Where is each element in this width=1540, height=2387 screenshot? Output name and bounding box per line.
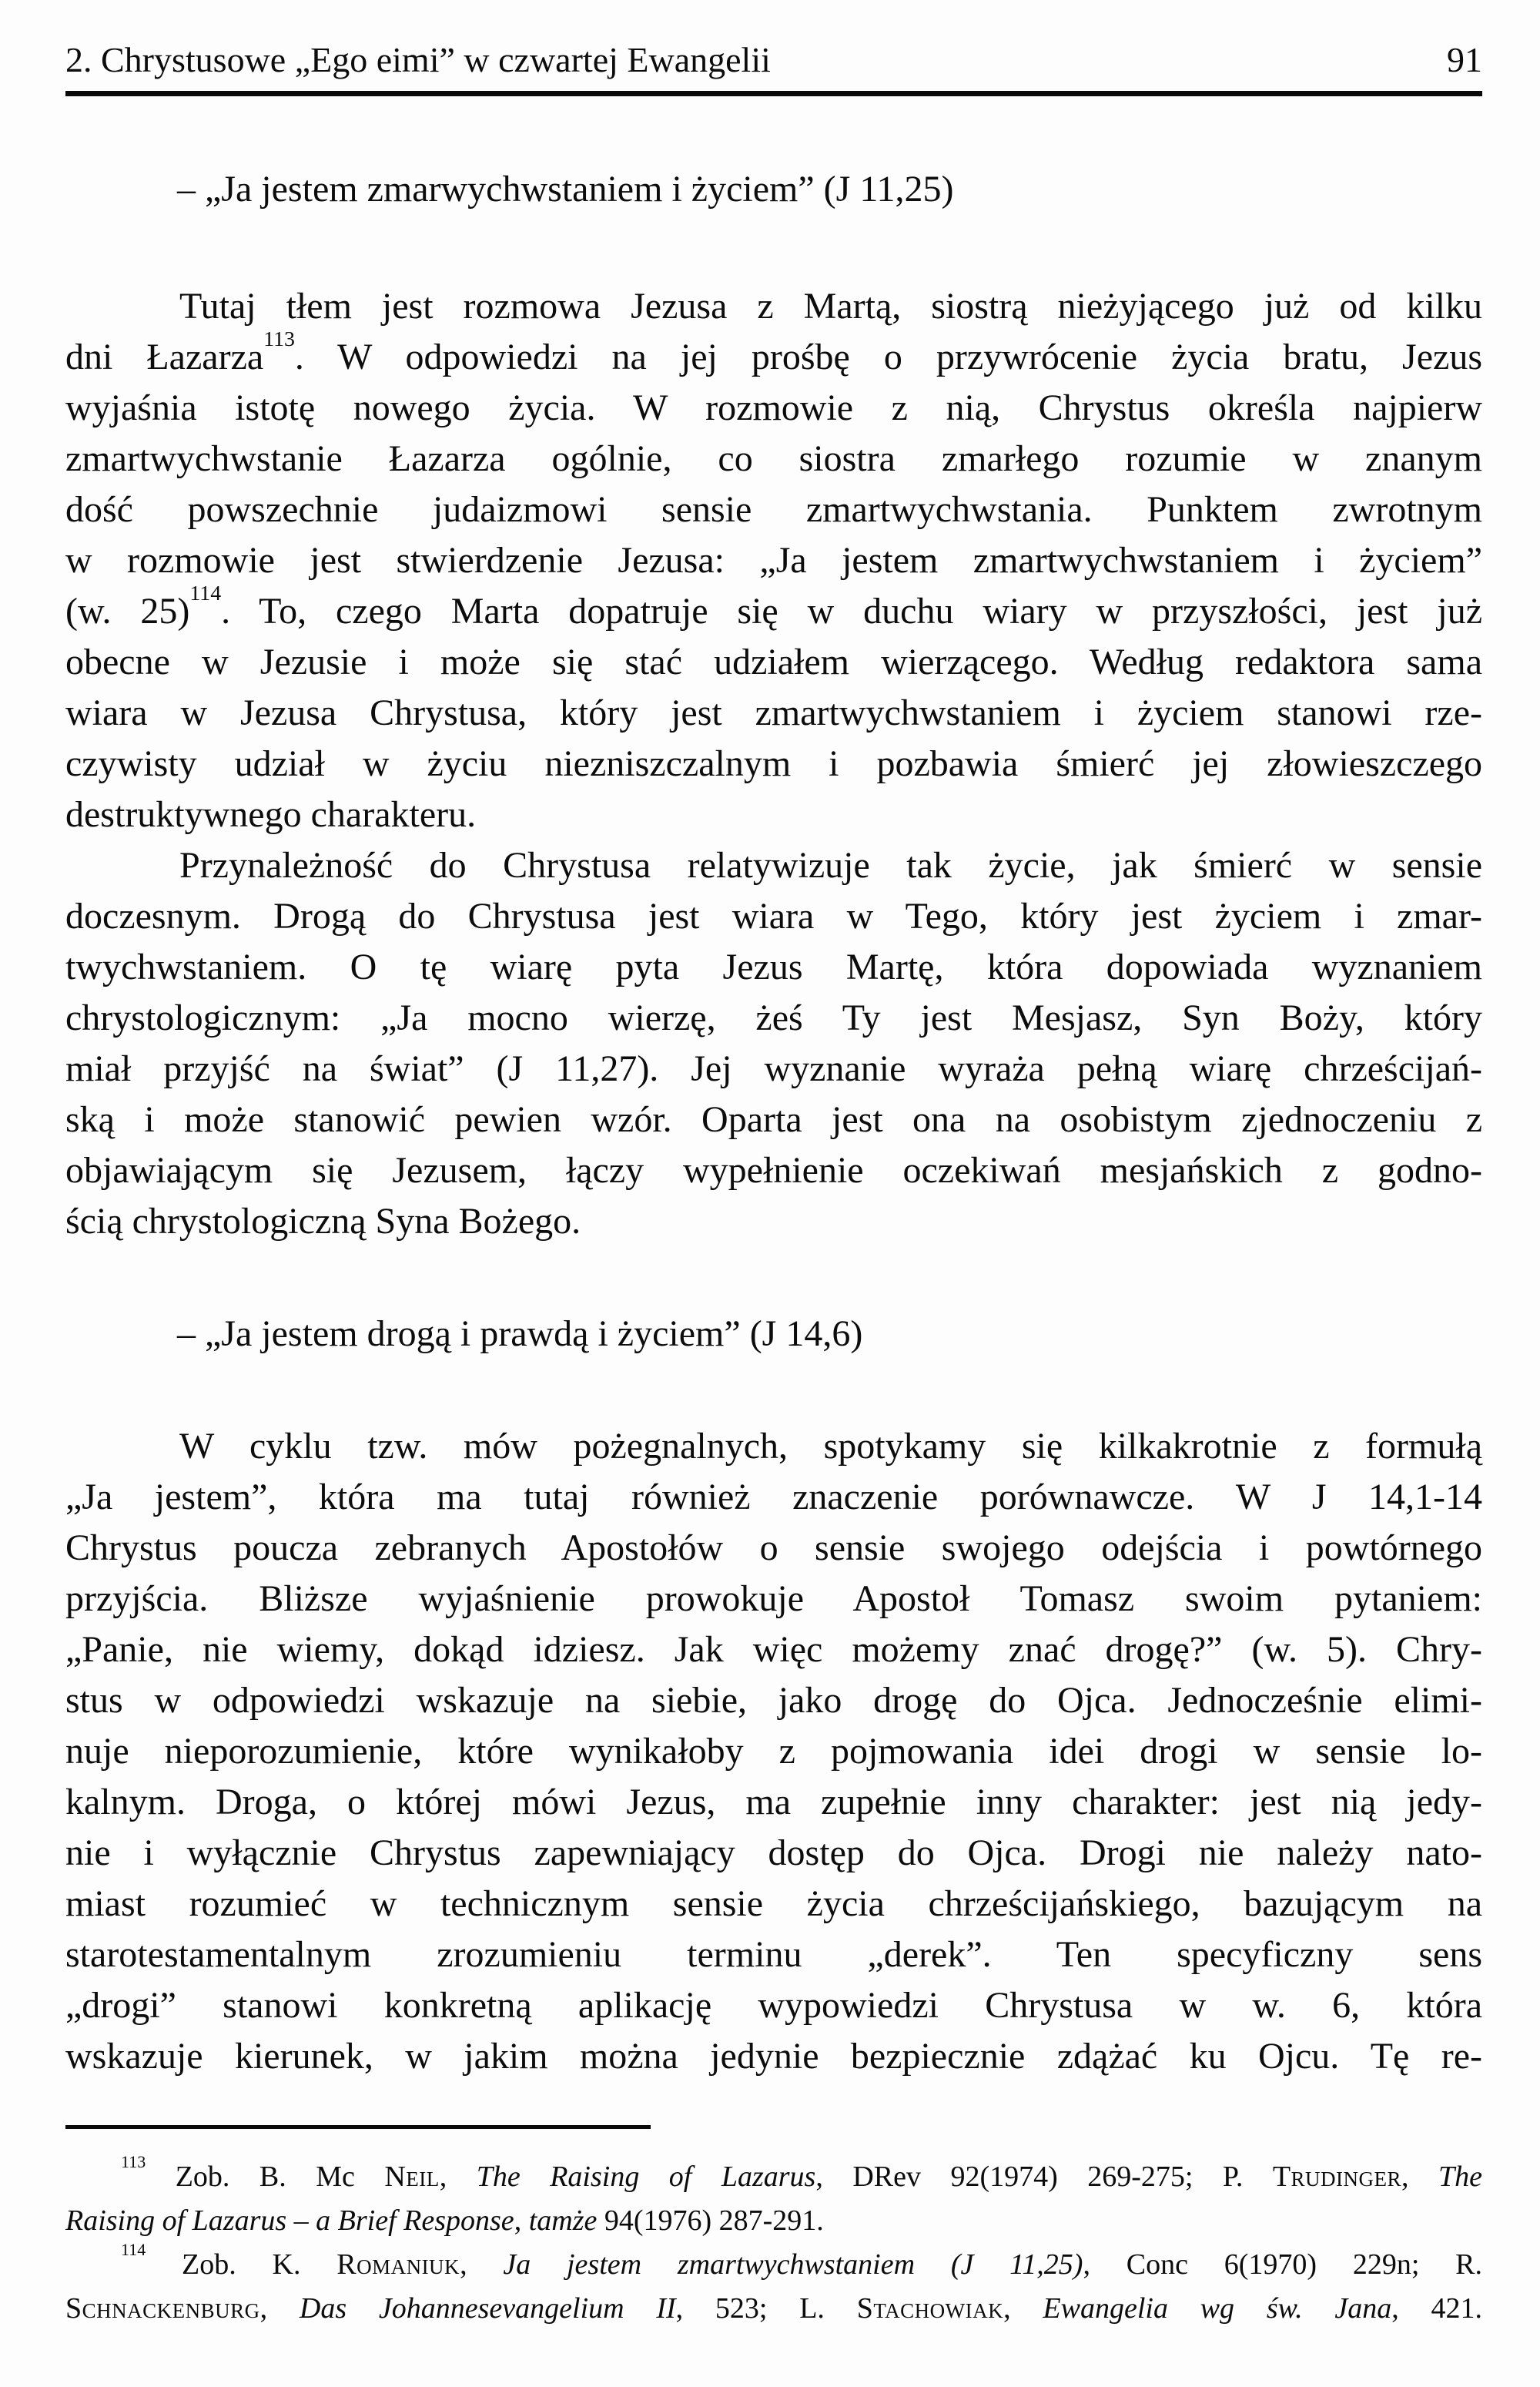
italic-text: Ja jestem zmartwychwstaniem (J 11,25) xyxy=(503,2248,1083,2281)
text-line: „drogi” stanowi konkretną aplikację wypowiedzi Chrystusa w w. 6, która xyxy=(65,1985,1482,2026)
text-line: zmartwychwstanie Łazarza ogólnie, co siostra zmarłego rozumie w znanym xyxy=(65,438,1482,479)
page-header xyxy=(65,39,1482,82)
text-line: W cyklu tzw. mów pożegnalnych, spotykamy się kilkakrotnie z formułą xyxy=(179,1426,1482,1467)
text-line: w rozmowie jest stwierdzenie Jezusa: „Ja jestem zmartwychwstaniem i życiem” xyxy=(65,540,1482,581)
text-line: miast rozumieć w technicznym sensie życia chrześcijańskiego, bazującym na xyxy=(65,1883,1482,1924)
paragraph-2 xyxy=(65,840,1482,1247)
italic-text: Das Johannesevangelium II xyxy=(299,2292,676,2325)
italic-text: The Raising of Lazarus xyxy=(476,2161,816,2193)
text-line: Przynależność do Chrystusa relatywizuje tak życie, jak śmierć w sensie xyxy=(179,845,1482,886)
footnote-ref: 114 xyxy=(189,581,222,605)
text-line: chrystologicznym: „Ja mocno wierzę, żeś Ty jest Mesjasz, Syn Boży, który xyxy=(65,997,1482,1038)
text-line: (w. 25)$^{114}$. To, czego Marta dopatruje się w duchu wiary w przyszłości, jest już xyxy=(65,581,1483,632)
small-caps-name: Stachowiak xyxy=(856,2292,1004,2325)
italic-text: tamże xyxy=(528,2204,598,2237)
text-line: wyjaśnia istotę nowego życia. W rozmowie z nią, Chrystus określa najpierw xyxy=(65,387,1482,428)
text-line: przyjścia. Bliższe wyjaśnienie prowokuje Apostoł Tomasz swoim pytaniem: xyxy=(65,1578,1482,1619)
footnote-114 xyxy=(65,2239,1483,2331)
small-caps-name: Trudinger xyxy=(1272,2161,1402,2193)
paragraph-3 xyxy=(65,1421,1482,2082)
footnote-ref: 113 xyxy=(263,327,295,351)
header-rule xyxy=(65,91,1482,96)
text-line: Tutaj tłem jest rozmowa Jezusa z Martą, siostrą nieżyjącego już od kilku xyxy=(179,286,1482,327)
text-line: Raising of Lazarus – a Brief Response, tamże 94(1976) 287-291. xyxy=(65,2204,824,2237)
text-line: doczesnym. Drogą do Chrystusa jest wiara w Tego, który jest życiem i zmar- xyxy=(65,896,1482,937)
footnote-ref: 113 xyxy=(121,2151,146,2171)
text-line: stus w odpowiedzi wskazuje na siebie, jako drogę do Ojca. Jednocześnie elimi- xyxy=(65,1680,1482,1721)
small-caps-name: Neil xyxy=(384,2161,440,2193)
text-line: Schnackenburg, Das Johannesevangelium II, 523; L. Stachowiak, Ewangelia wg św. Jana, 421. xyxy=(65,2292,1483,2325)
section-subtitle-way-truth-life: – „Ja jestem drogą i prawdą i życiem” (J 14,6) xyxy=(177,1313,863,1354)
section-subtitle-resurrection: – „Ja jestem zmarwychwstaniem i życiem” (J 11,25) xyxy=(177,169,954,210)
text-line: twychwstaniem. O tę wiarę pyta Jezus Martę, która dopowiada wyznaniem xyxy=(65,947,1482,987)
text-line: Chrystus poucza zebranych Apostołów o sensie swojego odejścia i powtórnego xyxy=(65,1527,1482,1568)
text-line: kalnym. Droga, o której mówi Jezus, ma zupełnie inny charakter: jest nią jedy- xyxy=(65,1782,1482,1822)
small-caps-name: Romaniuk xyxy=(336,2248,460,2281)
page-content xyxy=(65,0,1482,2331)
text-line: „Ja jestem”, która ma tutaj również znaczenie porównawcze. W J 14,1-14 xyxy=(65,1477,1482,1517)
italic-text: The xyxy=(1438,2161,1483,2193)
text-line: objawiającym się Jezusem, łączy wypełnienie oczekiwań mesjańskich z godno- xyxy=(65,1150,1482,1191)
text-line: dość powszechnie judaizmowi sensie zmartwychwstania. Punktem zwrotnym xyxy=(65,489,1482,530)
text-line: ską i może stanowić pewien wzór. Oparta jest ona na osobistym zjednoczeniu z xyxy=(65,1099,1482,1140)
text-line: wiara w Jezusa Chrystusa, który jest zmartwychwstaniem i życiem stanowi rze- xyxy=(65,692,1482,733)
footnotes-block xyxy=(65,2151,1483,2331)
text-line: ścią chrystologiczną Syna Bożego. xyxy=(65,1201,581,1242)
text-line: starotestamentalnym zrozumieniu terminu „derek”. Ten specyficzny sens xyxy=(65,1934,1482,1975)
italic-text: Raising of Lazarus – a Brief Response xyxy=(65,2204,514,2237)
text-line: czywisty udział w życiu niezniszczalnym i pozbawia śmierć jej złowieszczego xyxy=(65,743,1482,784)
text-line: wskazuje kierunek, w jakim można jedynie bezpiecznie zdążać ku Ojcu. Tę re- xyxy=(65,2036,1482,2077)
text-line: $^{114}$ Zob. K. Romaniuk, Ja jestem zmartwychwstaniem (J 11,25), Conc 6(1970) 229n; R. xyxy=(121,2239,1482,2281)
text-line: miał przyjść na świat” (J 11,27). Jej wyznanie wyraża pełną wiarę chrześcijań- xyxy=(65,1048,1482,1089)
text-line: „Panie, nie wiemy, dokąd idziesz. Jak więc możemy znać drogę?” (w. 5). Chry- xyxy=(65,1629,1482,1670)
text-line: destruktywnego charakteru. xyxy=(65,794,477,835)
paragraph-1 xyxy=(65,281,1482,840)
text-line: obecne w Jezusie i może się stać udziałem wierzącego. Według redaktora sama xyxy=(65,642,1482,682)
text-line: dni Łazarza$^{113}$. W odpowiedzi na jej prośbę o przywrócenie życia bratu, Jezus xyxy=(65,327,1483,377)
text-line: $^{113}$ Zob. B. Mc Neil, The Raising of Lazarus, DRev 92(1974) 269-275; P. Trudinger, The xyxy=(121,2151,1483,2193)
page-number: 91 xyxy=(1447,40,1482,79)
text-line: nuje nieporozumienie, które wynikałoby z pojmowania idei drogi w sensie lo- xyxy=(65,1731,1482,1772)
small-caps-name: Schnackenburg xyxy=(65,2292,260,2325)
footnote-ref: 114 xyxy=(121,2239,146,2259)
text-line: nie i wyłącznie Chrystus zapewniający dostęp do Ojca. Drogi nie należy nato- xyxy=(65,1832,1482,1873)
footnote-113 xyxy=(65,2151,1483,2243)
running-chapter-title: 2. Chrystusowe „Ego eimi” w czwartej Ewangelii xyxy=(65,40,771,79)
footnote-separator-rule xyxy=(65,2125,651,2129)
italic-text: Ewangelia wg św. Jana xyxy=(1043,2292,1392,2325)
